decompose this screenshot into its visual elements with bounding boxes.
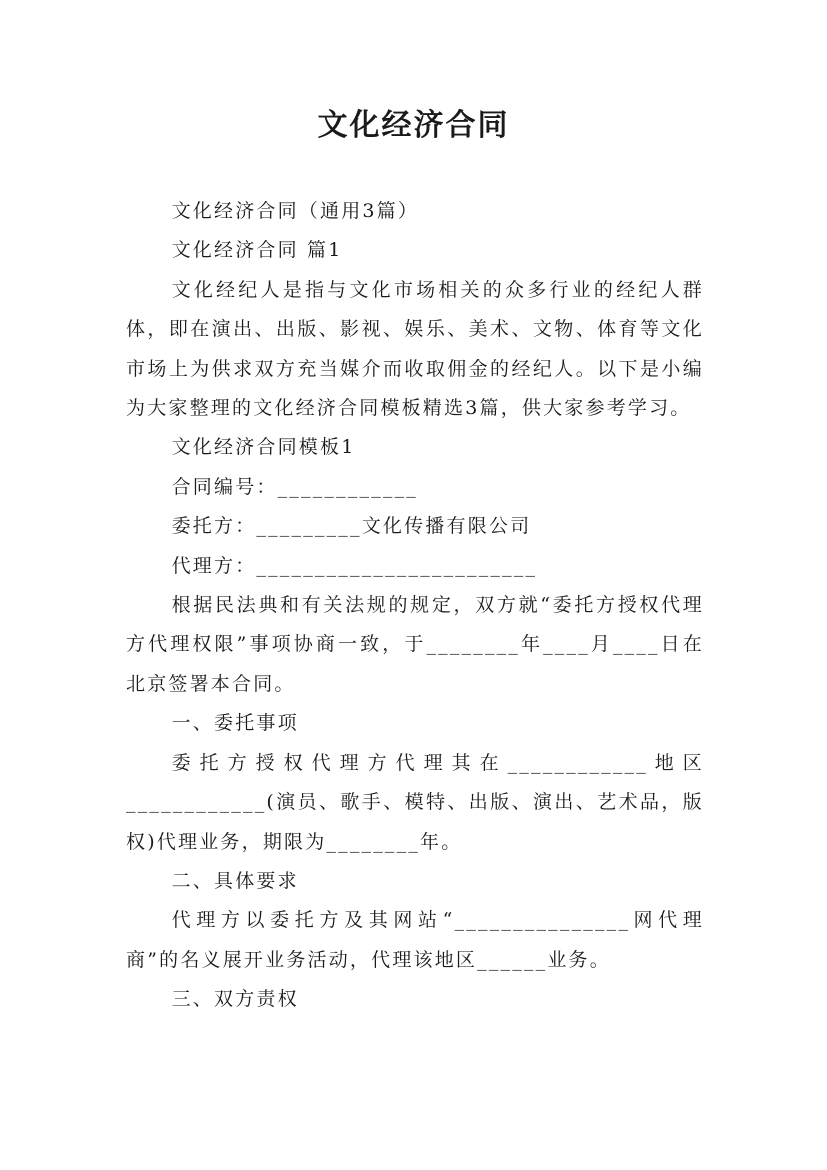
paragraph-subtitle: 文化经济合同（通用3篇） xyxy=(171,200,420,222)
paragraph-agent: 代理方：________________________ xyxy=(171,554,538,577)
document-body xyxy=(126,192,704,1020)
paragraph-section-heading: 文化经济合同 篇1 xyxy=(171,239,343,262)
paragraph-intro: 文化经纪人是指与文化市场相关的众多行业的经纪人群体，即在演出、出版、影视、娱乐、美术、文物、体育等文化市场上为供求双方充当媒介而收取佣金的经纪人。以下是小编为大家整理的文化经济合同模板精选3篇，供大家参考学习。 xyxy=(126,278,704,420)
paragraph-basis: 根据民法典和有关法规的规定，双方就“委托方授权代理方代理权限”事项协商一致，于________年____月____日在北京签署本合同。 xyxy=(126,594,704,695)
paragraph-heading-2: 二、具体要求 xyxy=(171,869,299,892)
paragraph-template-heading: 文化经济合同模板1 xyxy=(171,436,356,459)
paragraph-principal: 委托方：_________文化传播有限公司 xyxy=(171,515,532,538)
paragraph-contract-number: 合同编号：____________ xyxy=(171,475,418,498)
paragraph-entrusted-matters: 委托方授权代理方代理其在____________地区____________(演员、歌手、模特、出版、演出、艺术品，版权)代理业务，期限为________年。 xyxy=(126,751,704,853)
paragraph-heading-1: 一、委托事项 xyxy=(171,712,299,735)
document-title: 文化经济合同 xyxy=(317,108,510,143)
paragraph-requirements: 代理方以委托方及其网站“_______________网代理商”的名义展开业务活动，代理该地区______业务。 xyxy=(126,909,704,971)
paragraph-heading-3: 三、双方责权 xyxy=(171,988,299,1011)
